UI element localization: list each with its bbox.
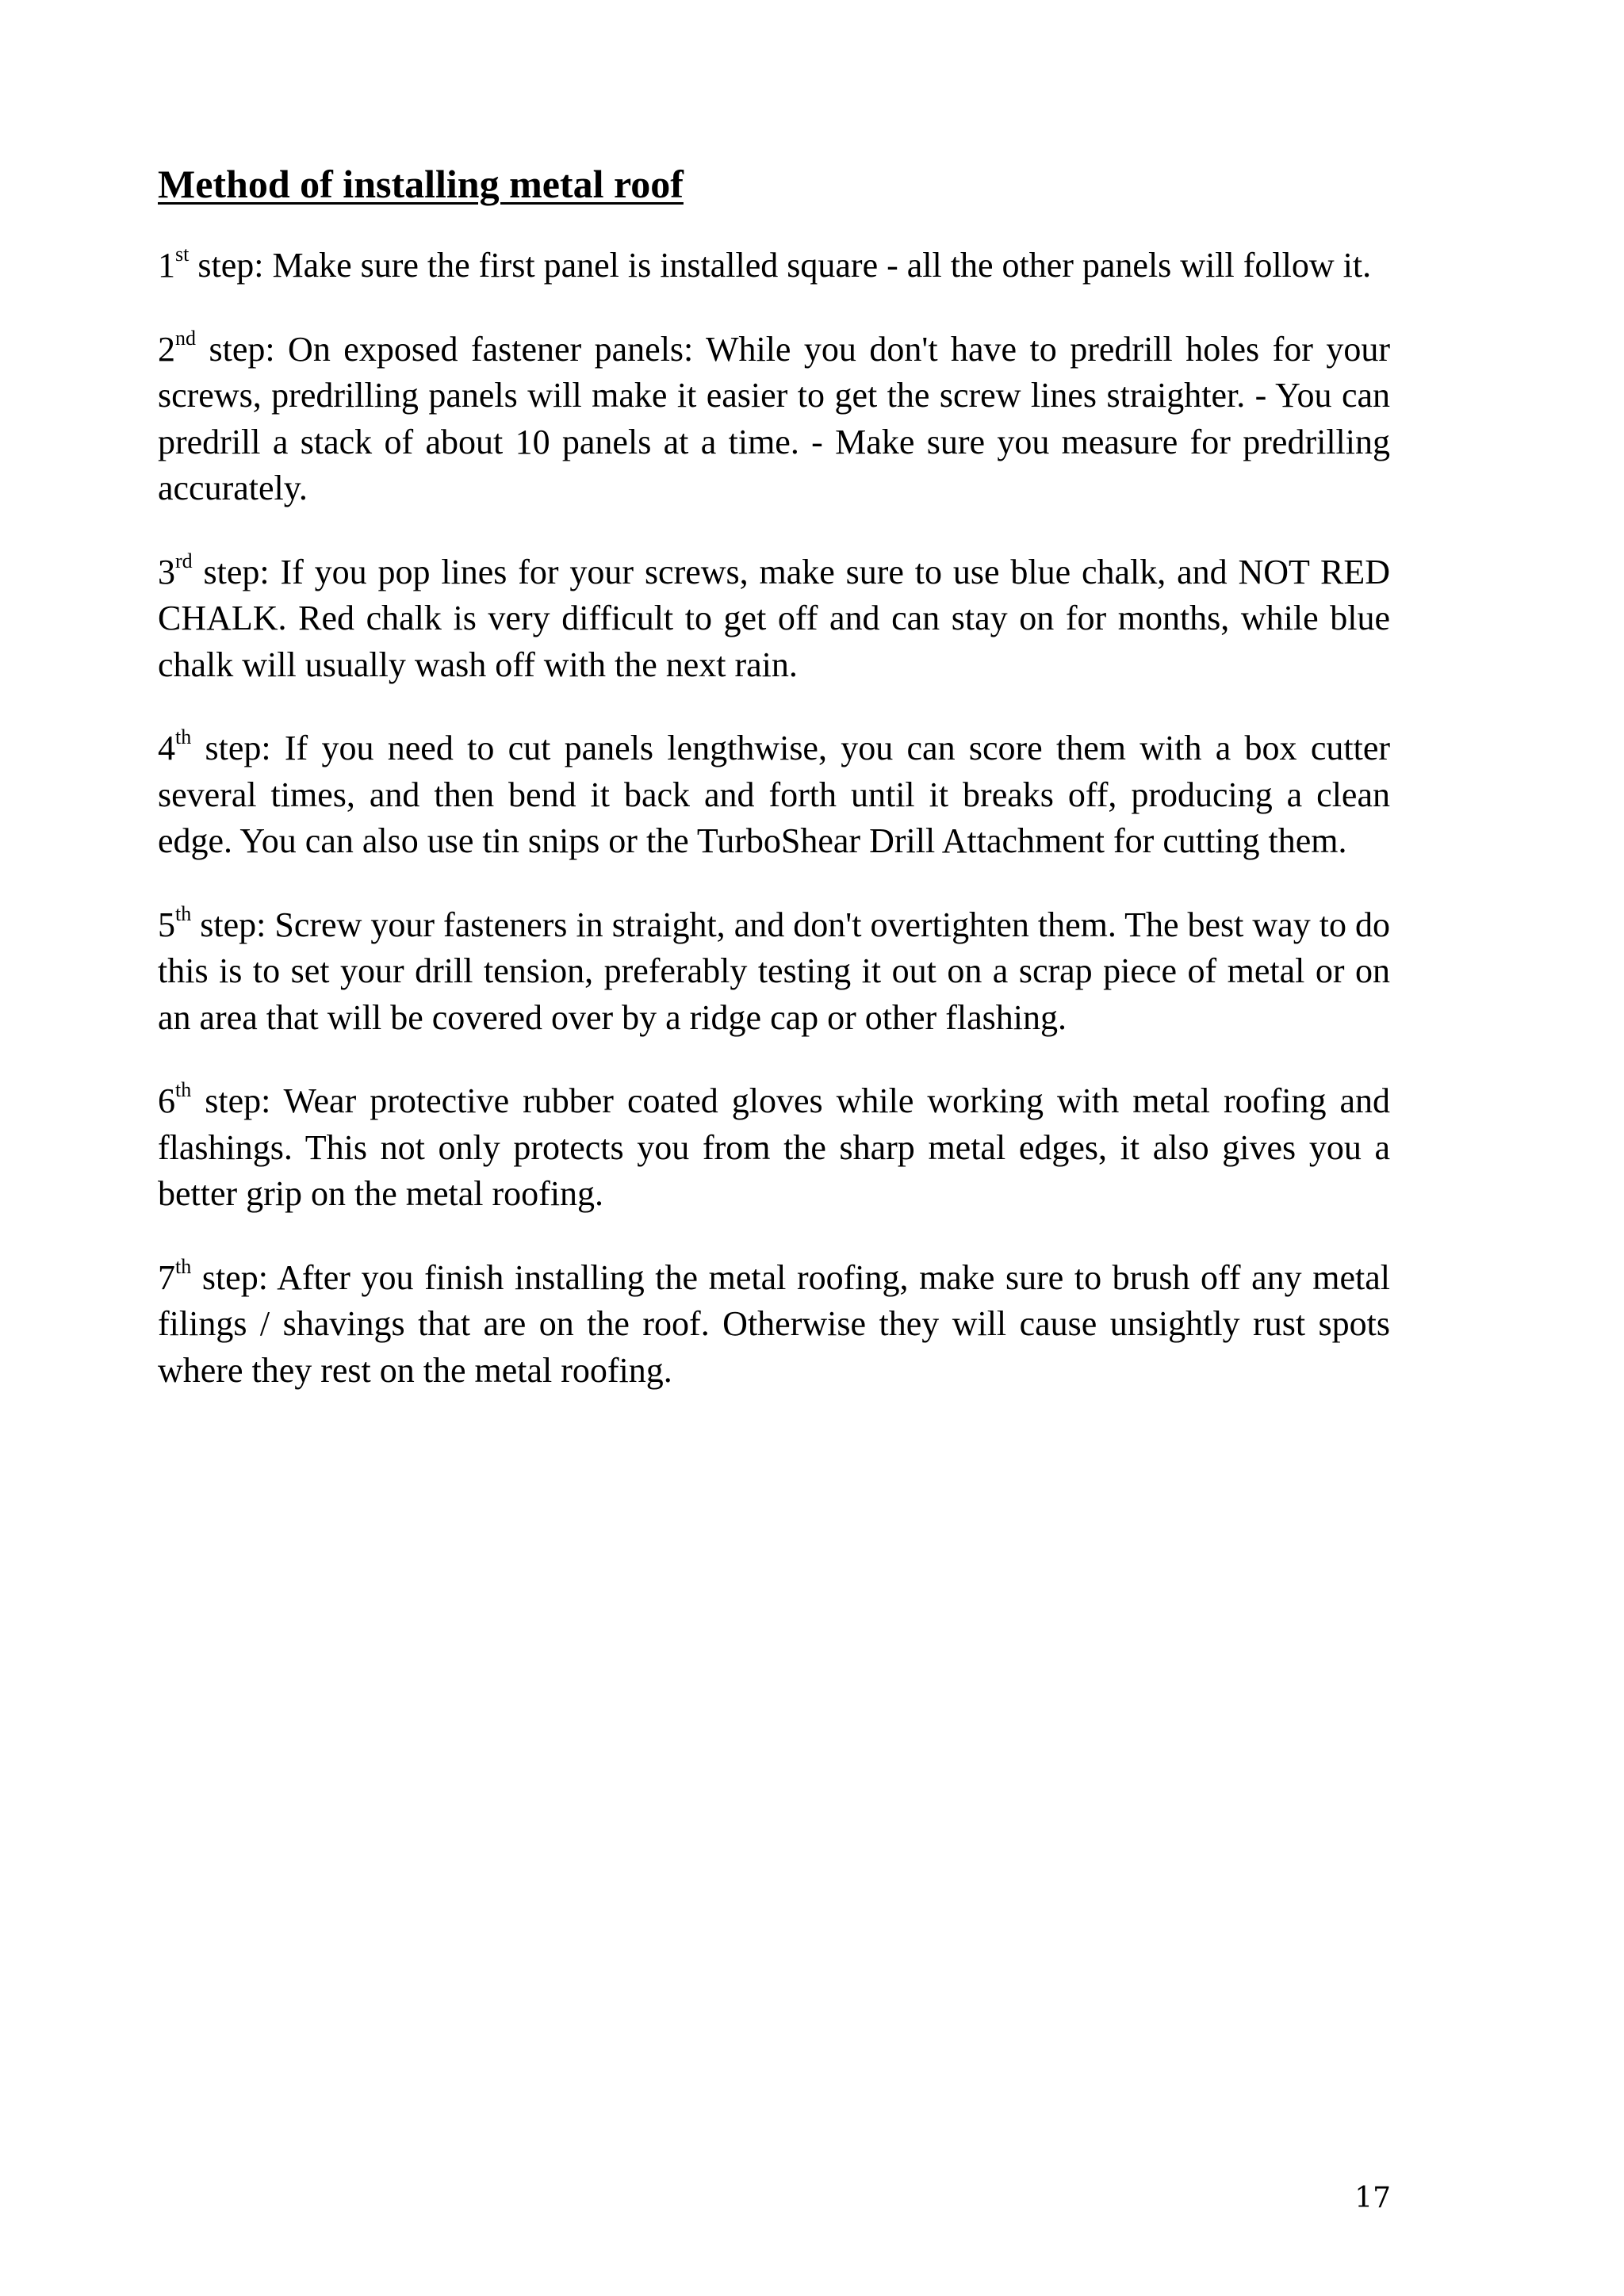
step-paragraph-4 xyxy=(158,725,1390,865)
step-text: step: Wear protective rubber coated gloves while working with metal roofing and flashings. This not only protects you from the sharp metal edges, it also gives you a better grip on the metal roofing. xyxy=(158,1081,1390,1213)
step-text: step: On exposed fastener panels: While you don't have to predrill holes for your screws, predrilling panels will make it easier to get the screw lines straighter. - You can predrill a stack of about 10 panels at a time. - Make sure you measure for predrilling accurately. xyxy=(158,329,1390,507)
step-number: 1 xyxy=(158,246,175,285)
step-text: step: If you need to cut panels lengthwise, you can score them with a box cutter several times, and then bend it back and forth until it breaks off, producing a clean edge. You can also use tin snips or the TurboShear Drill Attachment for cutting them. xyxy=(158,729,1390,860)
step-text: step: If you pop lines for your screws, make sure to use blue chalk, and NOT RED CHALK. Red chalk is very difficult to get off and can stay on for months, while blue chalk will usually wash off with the next rain. xyxy=(158,552,1390,684)
step-ordinal-suffix: rd xyxy=(175,549,193,572)
step-number: 3 xyxy=(158,552,175,591)
step-text: step: Make sure the first panel is installed square - all the other panels will follow it. xyxy=(189,246,1372,285)
step-ordinal-suffix: th xyxy=(175,1254,192,1278)
step-paragraph-7 xyxy=(158,1255,1390,1395)
step-ordinal-suffix: th xyxy=(175,1078,192,1101)
step-number: 5 xyxy=(158,905,175,944)
step-number: 2 xyxy=(158,329,175,369)
page-number: 17 xyxy=(1354,2182,1391,2214)
step-text: step: Screw your fasteners in straight, and don't overtighten them. The best way to do this is to set your drill tension, preferably testing it out on a scrap piece of metal or on an area that will be covered over by a ridge cap or other flashing. xyxy=(158,905,1390,1037)
step-paragraph-2 xyxy=(158,327,1390,512)
step-paragraph-3 xyxy=(158,549,1390,689)
step-ordinal-suffix: nd xyxy=(175,326,196,350)
page-content xyxy=(158,155,1390,1431)
step-ordinal-suffix: st xyxy=(175,243,190,266)
step-number: 4 xyxy=(158,729,175,767)
step-paragraph-6 xyxy=(158,1078,1390,1218)
step-paragraph-1 xyxy=(158,243,1390,289)
step-number: 7 xyxy=(158,1257,175,1297)
step-text: step: After you finish installing the metal roofing, make sure to brush off any metal filings / shavings that are on the roof. Otherwise they will cause unsightly rust spots where they rest on the metal roofing. xyxy=(158,1257,1390,1390)
step-ordinal-suffix: th xyxy=(175,725,192,748)
step-ordinal-suffix: th xyxy=(175,901,192,925)
step-paragraph-5 xyxy=(158,902,1390,1042)
section-heading: Method of installing metal roof xyxy=(158,162,684,206)
step-number: 6 xyxy=(158,1081,175,1120)
